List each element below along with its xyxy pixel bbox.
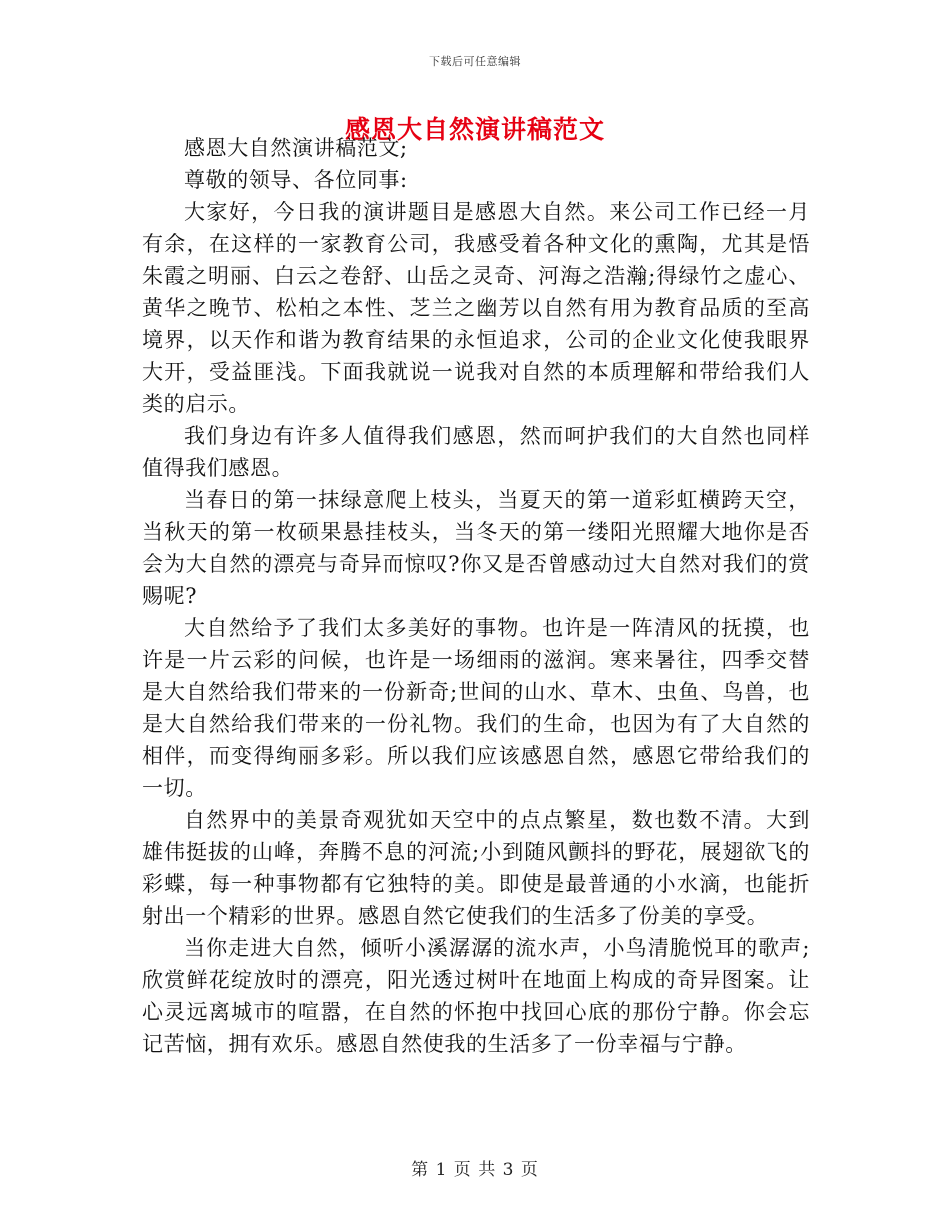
paragraph: 感恩大自然演讲稿范文; <box>184 136 408 160</box>
paragraph: 自然界中的美景奇观犹如天空中的点点繁星，数也数不清。大到雄伟挺拔的山峰，奔腾不息的河流;小到随风颤抖的野花，展翅欲飞的彩蝶，每一种事物都有它独特的美。即使是最普通的小水滴，也能折射出一个精彩的世界。感恩自然它使我们的生活多了份美的享受。 <box>142 808 810 928</box>
page-number-footer: 第 1 页 共 3 页 <box>411 1160 539 1180</box>
paragraph: 大自然给予了我们太多美好的事物。也许是一阵清风的抚摸，也许是一片云彩的问候，也许是一场细雨的滋润。寒来暑往，四季交替是大自然给我们带来的一份新奇;世间的山水、草木、虫鱼、鸟兽，也是大自然给我们带来的一份礼物。我们的生命，也因为有了大自然的相伴，而变得绚丽多彩。所以我们应该感恩自然，感恩它带给我们的一切。 <box>142 616 810 800</box>
paragraph: 大家好，今日我的演讲题目是感恩大自然。来公司工作已经一月有余，在这样的一家教育公司，我感受着各种文化的熏陶，尤其是悟朱霞之明丽、白云之卷舒、山岳之灵奇、河海之浩瀚;得绿竹之虚心、黄华之晚节、松柏之本性、芝兰之幽芳以自然有用为教育品质的至高境界，以天作和谐为教育结果的永恒追求，公司的企业文化使我眼界大开，受益匪浅。下面我就说一说我对自然的本质理解和带给我们人类的启示。 <box>142 200 810 416</box>
paragraph: 我们身边有许多人值得我们感恩，然而呵护我们的大自然也同样值得我们感恩。 <box>142 424 810 480</box>
paragraph: 当你走进大自然，倾听小溪潺潺的流水声，小鸟清脆悦耳的歌声;欣赏鲜花绽放时的漂亮，阳光透过树叶在地面上构成的奇异图案。让心灵远离城市的喧嚣，在自然的怀抱中找回心底的那份宁静。你会忘记苦恼，拥有欢乐。感恩自然使我的生活多了一份幸福与宁静。 <box>142 936 810 1056</box>
document-body <box>142 132 810 1060</box>
header-note: 下载后可任意编辑 <box>429 55 521 68</box>
paragraph: 尊敬的领导、各位同事: <box>184 168 408 192</box>
document-title: 感恩大自然演讲稿范文 <box>344 115 605 144</box>
paragraph: 当春日的第一抹绿意爬上枝头，当夏天的第一道彩虹横跨天空，当秋天的第一枚硕果悬挂枝头，当冬天的第一缕阳光照耀大地你是否会为大自然的漂亮与奇异而惊叹?你又是否曾感动过大自然对我们的赏赐呢? <box>142 488 810 608</box>
